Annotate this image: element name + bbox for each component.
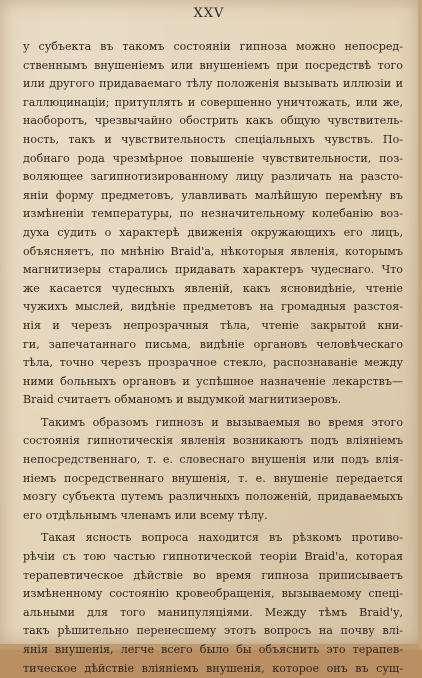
text-line: тическое дѣйствіе вліяніемъ внушенія, которое онъ въ сущ- [23,661,403,675]
text-line: ніемъ посредственнаго внушенія, т. е. внушеніе передается [23,471,403,485]
paragraph [23,529,403,678]
text-line: альными для того манипуляціями. Между тѣмъ Braid'у, [23,605,403,619]
paragraph [23,414,403,526]
text-line: янія внушенія, легче всего было бы объяснить это терапев- [23,643,403,656]
text-line: ними больныхъ органовъ и успѣшное назначеніе лекарствъ— [23,374,403,388]
text-line: ность, такъ и чувствительность спеціальныхъ чувствъ. По- [23,132,403,146]
text-line: духа судить о характерѣ движенія окружающихъ его лицъ, [23,225,403,239]
body-text [23,38,403,678]
text-line: же касается чудесныхъ явленій, какъ ясновидѣніе, чтеніе [23,281,403,295]
text-line: объясняетъ, по мнѣнію Braid'a, нѣкоторыя явленія, которымъ [23,244,403,258]
text-line: рѣчіи съ тою частью гипнотической теоріи Braid'a, которая [23,550,403,564]
text-line: Такая ясность вопроса находится въ рѣзкомъ противо- [41,531,403,545]
text-line: нія и черезъ непрозрачныя тѣла, чтеніе закрытой кни- [23,318,403,332]
text-line: ственнымъ внушеніемъ или внушеніемъ при посредствѣ того [23,58,403,72]
text-line: галлюцинаціи; притуплять и совершенно уничтожать, или же, [23,95,403,109]
text-line: непосредственнаго, т. е. словеснаго внушенія или подъ влія- [23,453,403,467]
text-line: яніи форму предметовъ, улавливать малѣйшую перемѣну въ [23,188,403,202]
text-line: чужихъ мыслей, видѣніе предметовъ на громадныя разстоя- [23,300,403,314]
text-line: или другого придаваемаго тѣлу положенія вызывать иллюзіи и [23,77,403,91]
text-line: его отдѣльнымъ членамъ или всему тѣлу. [23,508,268,522]
text-line: Такимъ образомъ гипнозъ и вызываемыя во время этого [41,415,403,429]
text-line: Braid считаетъ обманомъ и выдумкой магнитизеровъ. [23,393,342,407]
text-line: наоборотъ, чрезвычайно обострить какъ общую чувствитель- [23,114,403,128]
page-number: XXV [193,6,225,21]
text-line: измѣненіи температуры, по незначительному колебанію воз- [23,207,403,221]
text-line: такъ рѣшительно перенесшему этотъ вопросъ на почву влі- [23,624,403,638]
text-line: терапевтическое дѣйствіе во время гипноза приписываетъ [23,568,403,582]
text-line: состоянія гипнотическія явленія возникаютъ подъ вліяніемъ [23,434,403,448]
text-line: измѣненному состоянію кровеобращенія, вызываемому спеці- [23,587,403,601]
text-line: тѣла, точно черезъ прозрачное стекло, распознаваніе между [23,356,403,370]
text-line: ги, запечатаннаго письма, видѣніе органовъ человѣческаго [23,337,403,351]
text-line: добнаго рода чрезмѣрное повышеніе чувствительности, поз- [23,151,403,165]
text-line: воляющее загипнотизированному лицу различать на разсто- [23,170,403,184]
text-line: магнитизеры старались придавать характеръ чудеснаго. Что [23,263,403,277]
text-line: у субъекта въ такомъ состояніи гипноза можно непосред- [23,40,403,53]
text-line: мозгу субъекта путемъ различныхъ положеній, придаваемыхъ [23,490,403,504]
paragraph [23,38,403,410]
